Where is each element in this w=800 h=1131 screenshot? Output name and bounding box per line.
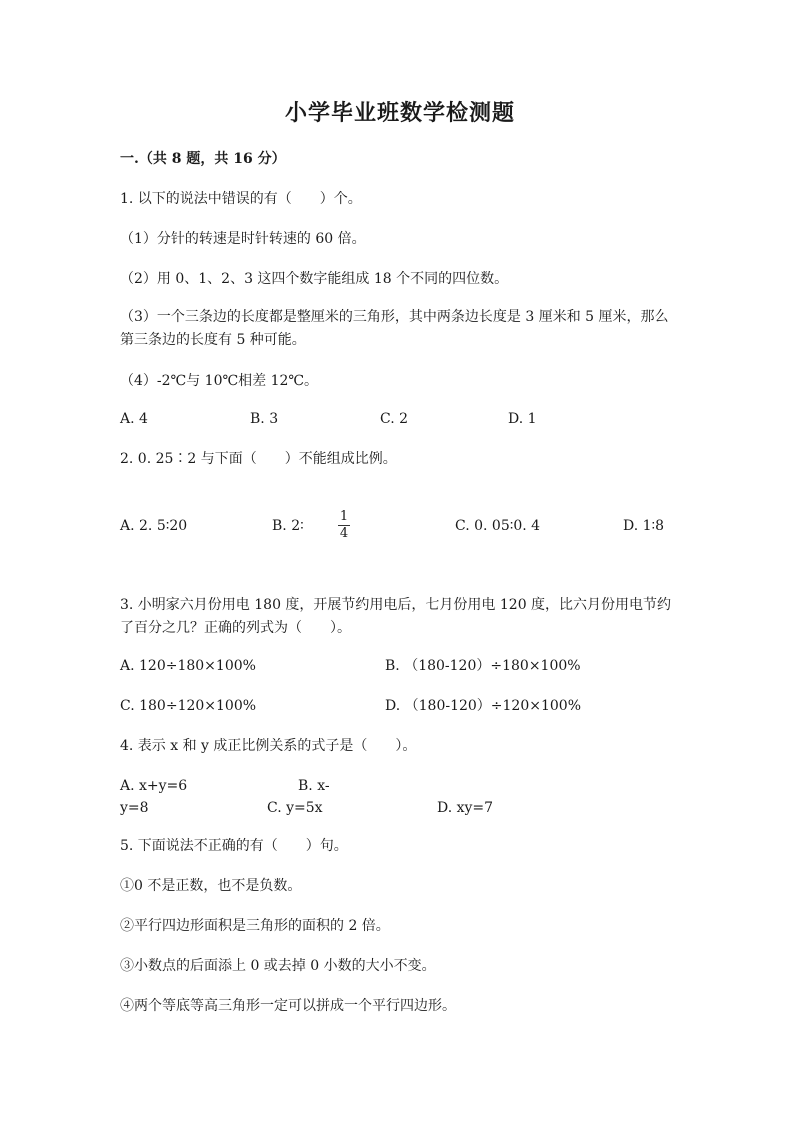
question-3-option-a[interactable]: A. 120÷180×100% (120, 658, 256, 674)
question-1-option-a[interactable]: A. 4 (120, 411, 148, 427)
question-3-option-d[interactable]: D. （180-120）÷120×100% (385, 698, 582, 714)
question-5-stem: 5. 下面说法不正确的有（ ）句。 (120, 838, 348, 854)
question-5-statement-4: ④两个等底等高三角形一定可以拼成一个平行四边形。 (120, 998, 456, 1014)
question-2-stem: 2. 0. 25∶2 与下面（ ）不能组成比例。 (120, 451, 397, 467)
question-5-statement-3: ③小数点的后面添上 0 或去掉 0 小数的大小不变。 (120, 958, 436, 974)
page-title: 小学毕业班数学检测题 (284, 100, 515, 126)
question-4-option-d[interactable]: D. xy=7 (437, 800, 494, 816)
question-2-fraction (338, 510, 350, 541)
fraction-denominator: 4 (339, 526, 349, 541)
question-1-option-c[interactable]: C. 2 (380, 411, 409, 427)
fraction-numerator: 1 (339, 509, 349, 524)
question-5-statement-1: ①0 不是正数，也不是负数。 (120, 878, 302, 894)
question-3-stem: 3. 小明家六月份用电 180 度，开展节约用电后，七月份用电 120 度，比六月份用电节约了百分之几？正确的列式为（ ）。 (120, 597, 672, 636)
question-4-option-b-part2[interactable]: y=8 (120, 800, 149, 816)
question-1-statement-2: （2）用 0、1、2、3 这四个数字能组成 18 个不同的四位数。 (120, 271, 509, 287)
question-4-stem: 4. 表示 x 和 y 成正比例关系的式子是（ ）。 (120, 738, 417, 754)
question-2-option-a[interactable]: A. 2. 5∶20 (120, 518, 188, 534)
question-3-option-b[interactable]: B. （180-120）÷180×100% (385, 658, 581, 674)
question-5-statement-2: ②平行四边形面积是三角形的面积的 2 倍。 (120, 918, 390, 934)
question-1-option-d[interactable]: D. 1 (508, 411, 537, 427)
question-4-option-c[interactable]: C. y=5x (267, 800, 323, 816)
question-1-statement-4: （4）-2℃与 10℃相差 12℃。 (120, 373, 319, 389)
question-3-option-c[interactable]: C. 180÷120×100% (120, 698, 257, 714)
question-1-option-b[interactable]: B. 3 (250, 411, 279, 427)
question-2-option-b[interactable]: B. 2∶ (272, 518, 304, 534)
section-heading: 一.（共 8 题，共 16 分） (120, 151, 286, 167)
question-2-option-d[interactable]: D. 1∶8 (623, 518, 665, 534)
question-4-option-b-part1[interactable]: B. x- (298, 778, 330, 794)
question-1-stem: 1. 以下的说法中错误的有（ ）个。 (120, 191, 362, 207)
question-2-option-c[interactable]: C. 0. 05∶0. 4 (455, 518, 541, 534)
question-4-option-a[interactable]: A. x+y=6 (120, 778, 188, 794)
question-1-statement-3: （3）一个三条边的长度都是整厘米的三角形，其中两条边长度是 3 厘米和 5 厘米，那么第三条边的长度有 5 种可能。 (120, 309, 669, 348)
question-1-statement-1: （1）分针的转速是时针转速的 60 倍。 (120, 231, 366, 247)
